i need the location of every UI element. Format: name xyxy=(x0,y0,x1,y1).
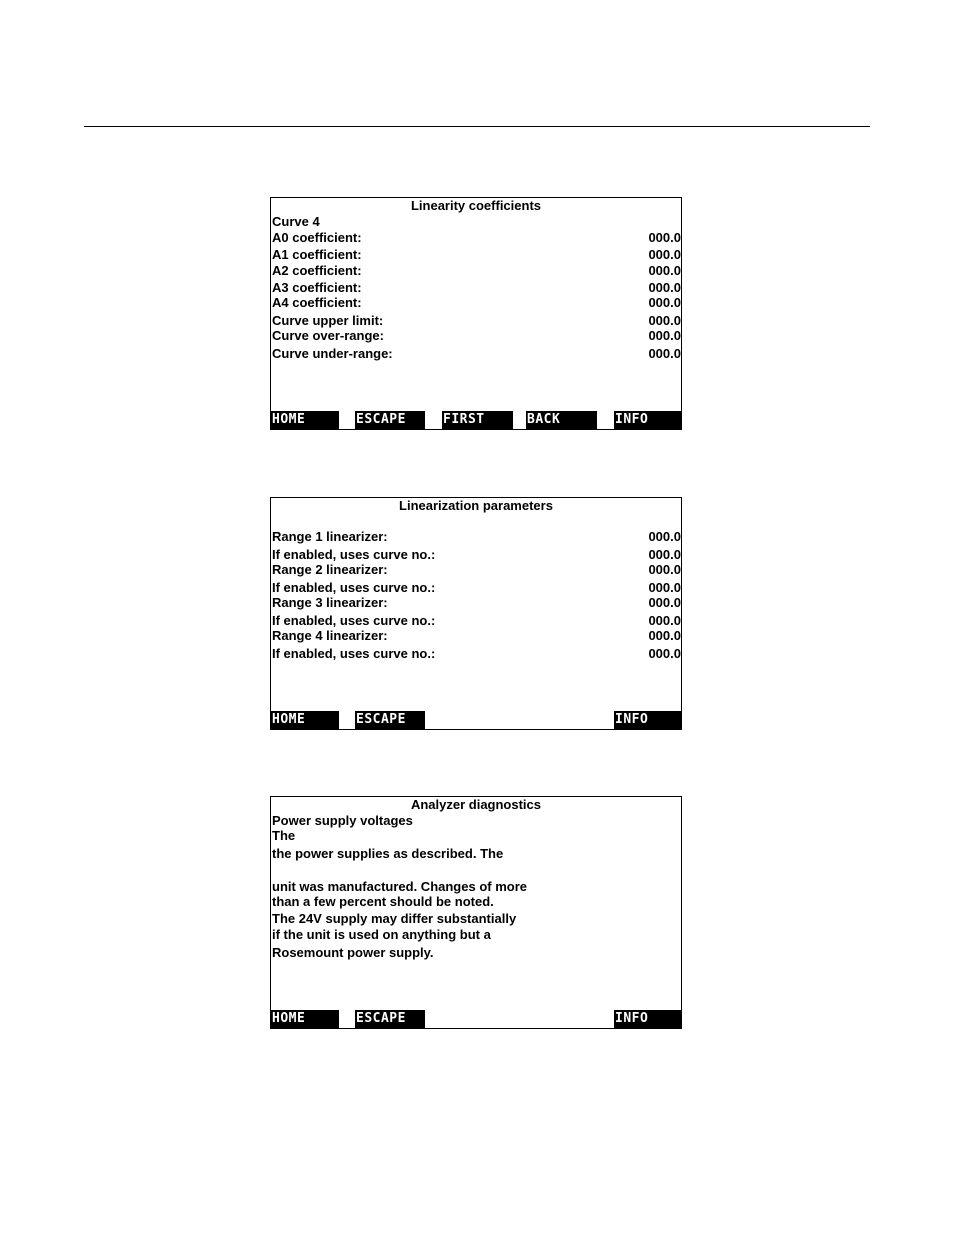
row-label: Range 4 linearizer: xyxy=(272,628,388,643)
home-softkey[interactable]: HOME xyxy=(271,711,339,729)
info-softkey[interactable]: INFO xyxy=(614,1010,682,1028)
row-value: 000.0 xyxy=(648,280,681,295)
row-label: If enabled, uses curve no.: xyxy=(272,547,436,562)
screen-title: Analyzer diagnostics xyxy=(410,797,542,812)
row-label: Curve under-range: xyxy=(272,346,393,361)
row-label: A4 coefficient: xyxy=(272,295,362,310)
a2-coefficient-row[interactable] xyxy=(272,263,681,279)
row-value: 000.0 xyxy=(648,529,681,544)
range-4-linearizer-row[interactable] xyxy=(272,628,681,644)
linearity-coefficients-screen xyxy=(270,197,682,430)
home-softkey[interactable]: HOME xyxy=(271,1010,339,1028)
text-line: The 24V supply may differ substantially xyxy=(272,911,517,926)
range-1-curve-row[interactable] xyxy=(272,547,681,563)
row-value: 000.0 xyxy=(648,628,681,643)
range-4-curve-row[interactable] xyxy=(272,646,681,662)
text-line: Power supply voltages xyxy=(272,813,413,828)
row-value: 000.0 xyxy=(648,595,681,610)
curve-upper-limit-row[interactable] xyxy=(272,313,681,329)
row-value: 000.0 xyxy=(648,313,681,328)
row-value: 000.0 xyxy=(648,580,681,595)
text-line: Rosemount power supply. xyxy=(272,945,434,960)
range-3-curve-row[interactable] xyxy=(272,613,681,629)
curve-label: Curve 4 xyxy=(272,214,320,229)
row-label: Range 3 linearizer: xyxy=(272,595,388,610)
escape-softkey[interactable]: ESCAPE xyxy=(355,411,425,429)
row-value: 000.0 xyxy=(648,613,681,628)
row-label: If enabled, uses curve no.: xyxy=(272,646,436,661)
linearization-parameters-screen xyxy=(270,497,682,730)
row-label: A3 coefficient: xyxy=(272,280,362,295)
row-value: 000.0 xyxy=(648,295,681,310)
row-value: 000.0 xyxy=(648,562,681,577)
curve-over-range-row[interactable] xyxy=(272,328,681,344)
row-value: 000.0 xyxy=(648,247,681,262)
text-line: unit was manufactured. Changes of more xyxy=(272,879,527,894)
home-softkey[interactable]: HOME xyxy=(271,411,339,429)
escape-softkey[interactable]: ESCAPE xyxy=(355,711,425,729)
page-top-rule xyxy=(84,126,870,127)
row-value: 000.0 xyxy=(648,328,681,343)
row-label: A2 coefficient: xyxy=(272,263,362,278)
curve-under-range-row[interactable] xyxy=(272,346,681,362)
row-value: 000.0 xyxy=(648,547,681,562)
text-line: if the unit is used on anything but a xyxy=(272,927,491,942)
screen-title: Linearity coefficients xyxy=(410,198,542,213)
row-value: 000.0 xyxy=(648,263,681,278)
a3-coefficient-row[interactable] xyxy=(272,280,681,296)
text-line: the power supplies as described. The xyxy=(272,846,504,861)
range-2-curve-row[interactable] xyxy=(272,580,681,596)
range-2-linearizer-row[interactable] xyxy=(272,562,681,578)
range-3-linearizer-row[interactable] xyxy=(272,595,681,611)
range-1-linearizer-row[interactable] xyxy=(272,529,681,545)
a0-coefficient-row[interactable] xyxy=(272,230,681,246)
a1-coefficient-row[interactable] xyxy=(272,247,681,263)
row-value: 000.0 xyxy=(648,230,681,245)
row-label: Range 1 linearizer: xyxy=(272,529,388,544)
back-softkey[interactable]: BACK xyxy=(526,411,597,429)
screen-title: Linearization parameters xyxy=(399,498,553,513)
text-line: The xyxy=(272,828,296,843)
row-value: 000.0 xyxy=(648,346,681,361)
row-label: Curve over-range: xyxy=(272,328,384,343)
analyzer-diagnostics-screen xyxy=(270,796,682,1029)
row-label: A0 coefficient: xyxy=(272,230,362,245)
info-softkey[interactable]: INFO xyxy=(614,411,682,429)
first-softkey[interactable]: FIRST xyxy=(442,411,513,429)
row-label: Curve upper limit: xyxy=(272,313,384,328)
escape-softkey[interactable]: ESCAPE xyxy=(355,1010,425,1028)
row-label: A1 coefficient: xyxy=(272,247,362,262)
a4-coefficient-row[interactable] xyxy=(272,295,681,311)
row-label: If enabled, uses curve no.: xyxy=(272,580,436,595)
text-line: than a few percent should be noted. xyxy=(272,894,494,909)
row-value: 000.0 xyxy=(648,646,681,661)
info-softkey[interactable]: INFO xyxy=(614,711,682,729)
row-label: Range 2 linearizer: xyxy=(272,562,388,577)
row-label: If enabled, uses curve no.: xyxy=(272,613,436,628)
